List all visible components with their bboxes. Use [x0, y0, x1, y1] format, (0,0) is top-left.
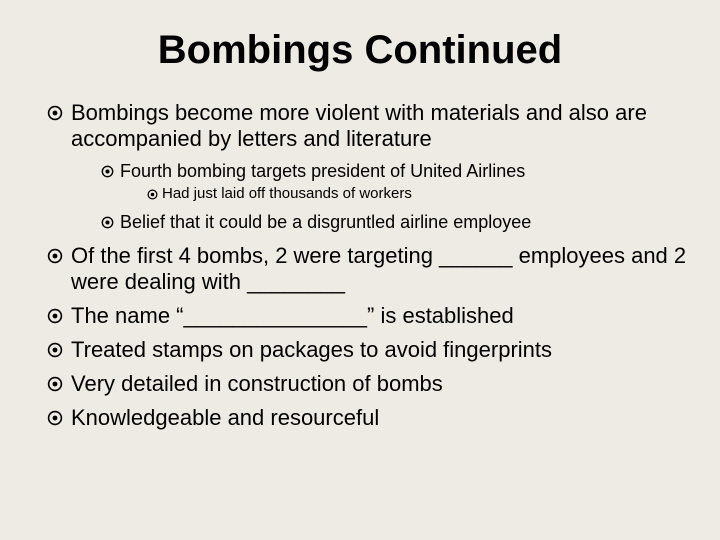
sub-bullet-text: Fourth bombing targets president of United Airlines — [120, 161, 526, 181]
bullet-text: Bombings become more violent with materials and also are accompanied by letters and literature — [71, 100, 647, 151]
bullet-item — [46, 337, 696, 363]
bullet-item — [46, 371, 696, 397]
bullet-text: Very detailed in construction of bombs — [71, 371, 443, 396]
circled-dot-icon — [100, 211, 115, 233]
circled-dot-icon — [46, 371, 64, 397]
bullet-text: The name “_______________” is established — [71, 303, 514, 328]
bullet-text: Knowledgeable and resourceful — [71, 405, 380, 430]
circled-dot-icon — [46, 100, 64, 126]
circled-dot-icon — [100, 160, 115, 182]
bullet-list — [46, 100, 696, 439]
circled-dot-icon — [46, 303, 64, 329]
sub-bullet-item — [100, 211, 696, 233]
circled-dot-icon — [46, 405, 64, 431]
sub-bullet-item — [100, 160, 696, 182]
sub-sub-bullet-item — [146, 185, 696, 203]
bullet-item — [46, 405, 696, 431]
sub-sub-bullet-text: Had just laid off thousands of workers — [162, 185, 412, 202]
bullet-text: Treated stamps on packages to avoid fingerprints — [71, 337, 553, 362]
slide-title: Bombings Continued — [157, 28, 563, 72]
bullet-text: Of the first 4 bombs, 2 were targeting ______ employees and 2 were dealing with ________ — [71, 243, 687, 294]
bullet-item — [46, 100, 696, 152]
circled-dot-icon — [146, 185, 158, 203]
bullet-item — [46, 303, 696, 329]
sub-bullet-text: Belief that it could be a disgruntled airline employee — [120, 212, 532, 232]
circled-dot-icon — [46, 243, 64, 269]
bullet-item — [46, 243, 696, 295]
circled-dot-icon — [46, 337, 64, 363]
